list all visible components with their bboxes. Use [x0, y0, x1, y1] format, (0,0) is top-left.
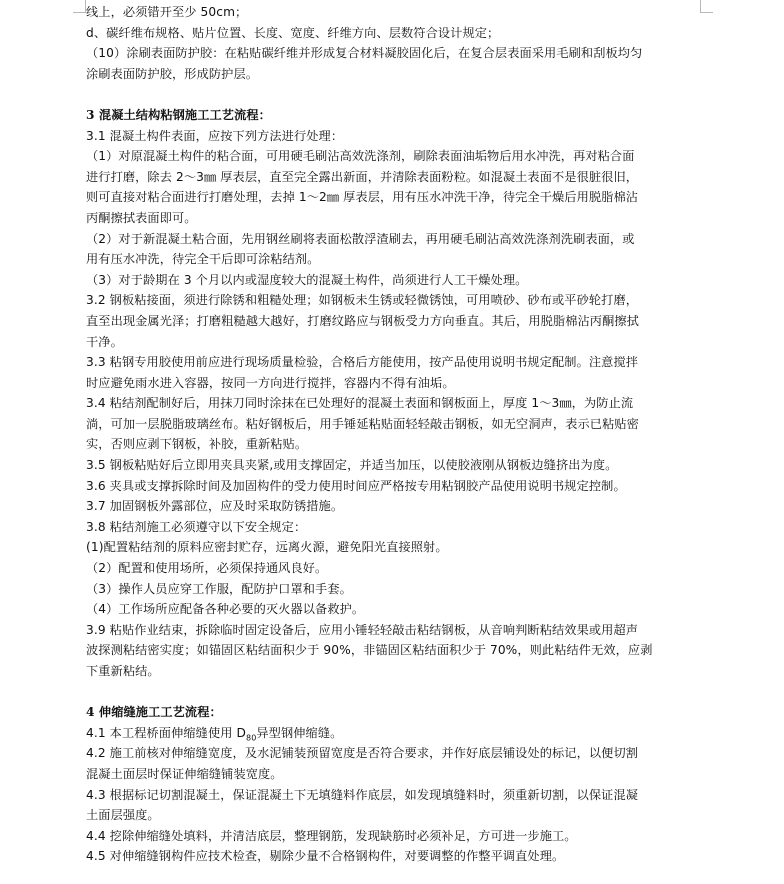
- section-heading-4: 4 伸缩缝施工工艺流程：: [86, 705, 222, 720]
- text-line: 3.4 粘结剂配制好后，用抹刀同时涂抹在已处理好的混凝土表面和钢板面上，厚度 1～3㎜，为防止流: [86, 396, 634, 411]
- text-line: 3.8 粘结剂施工必须遵守以下安全规定：: [86, 519, 307, 534]
- text-line: 波探测粘结密实度；如锚固区粘结面积少于 90%，非锚固区粘结面积少于 70%，则此粘结件无效，应剥: [86, 643, 653, 658]
- text-line: 4.4 挖除伸缩缝处填料，并清洁底层，整理钢筋，发现缺筋时必须补足，方可进一步施工。: [86, 828, 577, 843]
- text-line: 4.5 对伸缩缝钢构件应技术检查，剔除少量不合格钢构件，对要调整的作整平调直处理。: [86, 849, 565, 864]
- text-line: 直至出现金属光泽；打磨粗糙越大越好，打磨纹路应与钢板受力方向垂直。其后，用脱脂棉沾丙酮擦拭: [86, 313, 639, 328]
- text-line: d、碳纤维布规格、贴片位置、长度、宽度、纤维方向、层数符合设计规定；: [86, 25, 500, 40]
- text-line: 3.9 粘贴作业结束，拆除临时固定设备后，应用小锤轻轻敲击粘结钢板，从音响判断粘结效果或用超声: [86, 622, 639, 637]
- text-line: 4.2 施工前核对伸缩缝宽度，及水泥铺装预留宽度是否符合要求，并作好底层铺设处的标记，以便切割: [86, 746, 639, 761]
- text-line: 4.3 根据标记切割混凝土，保证混凝土下无填缝料作底层，如发现填缝料时，须重新切割，以保证混凝: [86, 787, 639, 802]
- text-line: 3.1 混凝土构件表面，应按下列方法进行处理：: [86, 128, 344, 143]
- text-line: 干净。: [86, 334, 123, 349]
- blank-line: [86, 682, 718, 703]
- text-line: （3）对于龄期在 3 个月以内或湿度较大的混凝土构件，尚须进行人工干燥处理。: [86, 272, 528, 287]
- text-line: 涂刷表面防护胶，形成防护层。: [86, 66, 259, 81]
- document-page: [86, 2, 718, 867]
- text-line-4-1: [86, 723, 718, 744]
- text-line: 则可直接对粘合面进行打磨处理，去掉 1～2㎜ 厚表层，用有压水冲洗干净，待完全干燥后用脱脂棉沾: [86, 190, 639, 205]
- text-line: 3.2 钢板粘接面，须进行除锈和粗糙处理；如钢板未生锈或轻微锈蚀，可用喷砂、砂布或平砂轮打磨，: [86, 293, 639, 308]
- text-line-4-1-prefix: 4.1 本工程桥面伸缩缝使用 D: [86, 725, 246, 740]
- text-line: 线上，必须错开至少 50cm；: [86, 5, 248, 19]
- text-line: （4）工作场所应配备各种必要的灭火器以备救护。: [86, 602, 365, 617]
- section-heading-3: 3 混凝土结构粘钢施工工艺流程：: [86, 107, 271, 122]
- text-line-4-1-subscript: 80: [246, 733, 257, 743]
- text-line: 下重新粘结。: [86, 664, 160, 678]
- blank-line: [86, 84, 718, 105]
- text-line: 3.3 粘钢专用胶使用前应进行现场质量检验，合格后方能使用，按产品使用说明书规定配制。注意搅拌: [86, 355, 639, 370]
- text-line-4-1-suffix: 异型钢伸缩缝。: [256, 725, 343, 740]
- text-line: （2）配置和使用场所，必须保持通风良好。: [86, 561, 328, 576]
- text-line: 实，否则应剥下钢板，补胶，重新粘贴。: [86, 437, 308, 452]
- text-line: （2）对于新混凝土粘合面，先用钢丝刷将表面松散浮渣刷去，再用硬毛刷沾高效洗涤剂洗刷表面，或: [86, 231, 635, 246]
- text-line: 3.6 夹具或支撑拆除时间及加固构件的受力使用时间应严格按专用粘钢胶产品使用说明书规定控制。: [86, 478, 626, 493]
- text-line: 混凝土面层时保证伸缩缝铺装宽度。: [86, 766, 283, 781]
- text-line: 用有压水冲洗，待完全干后即可涂粘结剂。: [86, 252, 320, 267]
- text-line: （1）对原混凝土构件的粘合面，可用硬毛刷沾高效洗涤剂，刷除表面油垢物后用水冲洗，再对粘合面: [86, 149, 635, 164]
- text-line: 土面层强度。: [86, 808, 160, 823]
- text-line: 淌，可加一层脱脂玻璃丝布。粘好钢板后，用手锤延粘贴面轻轻敲击钢板，如无空洞声，表示已粘贴密: [86, 416, 639, 431]
- text-line: （3）操作人员应穿工作服，配防护口罩和手套。: [86, 581, 352, 596]
- text-line: 时应避免雨水进入容器，按同一方向进行搅拌，容器内不得有油垢。: [86, 375, 455, 390]
- text-line: (1)配置粘结剂的原料应密封贮存，远离火源，避免阳光直接照射。: [86, 540, 448, 555]
- text-line: （10）涂刷表面防护胶：在粘贴碳纤维并形成复合材料凝胶固化后，在复合层表面采用毛刷和刮板均匀: [86, 46, 643, 61]
- page-corner-mark-left: [73, 0, 86, 13]
- text-line: 3.5 钢板粘贴好后立即用夹具夹紧,或用支撑固定，并适当加压，以使胶液刚从钢板边缝挤出为度。: [86, 458, 618, 473]
- text-line: 丙酮擦拭表面即可。: [86, 210, 197, 225]
- text-line: 3.7 加固钢板外露部位，应及时采取防锈措施。: [86, 499, 344, 514]
- text-line: 进行打磨，除去 2～3㎜ 厚表层，直至完全露出新面，并清除表面粉粒。如混凝土表面不是很脏很旧，: [86, 169, 639, 184]
